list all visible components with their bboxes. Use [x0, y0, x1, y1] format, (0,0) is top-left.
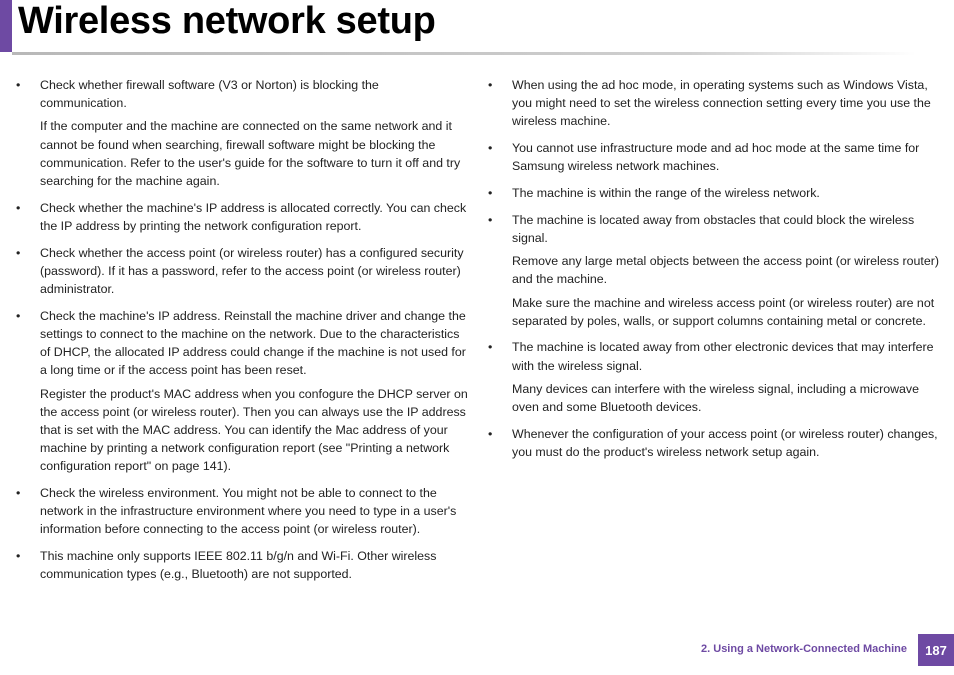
bullet-icon: •	[16, 78, 21, 92]
list-item	[486, 425, 941, 461]
list-item	[486, 184, 941, 202]
item-text: The machine is located away from obstacles that could block the wireless signal.	[512, 212, 915, 245]
item-text: Check the machine's IP address. Reinstall the machine driver and change the settings to connect to the machine on the network. Due to the characteristics of DHCP, the allocated IP address could change if the machine is not used for a long time or if the access point has been reset.	[40, 308, 466, 378]
right-column	[486, 76, 941, 470]
bullet-icon: •	[488, 186, 493, 201]
bullet-icon: •	[16, 549, 21, 564]
list-item	[14, 307, 469, 476]
bullet-icon: •	[16, 486, 21, 501]
left-column	[14, 76, 469, 592]
item-text: Check whether firewall software (V3 or Norton) is blocking the communication.	[40, 78, 379, 111]
item-text: This machine only supports IEEE 802.11 b/g/n and Wi-Fi. Other wireless communication types (e.g., Bluetooth) are not supported.	[40, 549, 437, 582]
bullet-icon: •	[488, 141, 493, 156]
page-number-badge: 187	[918, 634, 954, 666]
list-item	[486, 338, 941, 416]
list-item	[486, 139, 941, 175]
item-detail-text: Many devices can interfere with the wireless signal, including a microwave oven and some Bluetooth devices.	[512, 381, 920, 415]
item-detail-text: Make sure the machine and wireless access point (or wireless router) are not separated by poles, walls, or support columns containing metal or concrete.	[512, 295, 935, 328]
list-item	[14, 244, 469, 299]
item-text: The machine is located away from other electronic devices that may interfere with the wireless signal.	[512, 340, 934, 373]
footer-chapter-title: 2. Using a Network-Connected Machine	[701, 643, 907, 655]
list-item	[486, 76, 941, 131]
item-text: Check whether the machine's IP address is allocated correctly. You can check the IP address by printing the network configuration report.	[40, 200, 467, 233]
item-text: Check whether the access point (or wireless router) has a configured security (password). If it has a password, refer to the access point (or wireless router) administrator.	[40, 245, 464, 297]
bullet-icon: •	[488, 340, 493, 355]
item-detail-text: Remove any large metal objects between the access point (or wireless router) and the machine.	[512, 254, 939, 287]
item-text: The machine is within the range of the wireless network.	[512, 186, 820, 201]
bullet-icon: •	[16, 245, 21, 260]
item-detail-text: Register the product's MAC address when you confogure the DHCP server on the access point (or wireless router). Then you can always use the IP address that is set with the MAC address. You can identify the Mac address of your machine by printing a network configuration report (see "Printing a network configuration report" on page 141).	[40, 386, 468, 474]
item-text: You cannot use infrastructure mode and ad hoc mode at the same time for Samsung wireless network machines.	[512, 141, 920, 174]
bullet-icon: •	[488, 212, 493, 227]
bullet-icon: •	[488, 426, 493, 441]
item-detail-text: If the computer and the machine are connected on the same network and it cannot be found when searching, firewall software might be blocking the communication. Refer to the user's guide for the software to turn it off and try searching for the machine again.	[40, 119, 461, 189]
bullet-icon: •	[488, 78, 493, 92]
item-text: Whenever the configuration of your access point (or wireless router) changes, you must do the product's wireless network setup again.	[512, 426, 938, 459]
item-text: When using the ad hoc mode, in operating systems such as Windows Vista, you might need to set the wireless connection setting every time you use the wireless machine.	[512, 78, 931, 129]
title-accent-bar	[0, 0, 12, 52]
title-underline	[12, 52, 916, 55]
page-title: Wireless network setup	[18, 0, 436, 42]
list-item	[14, 484, 469, 539]
list-item	[14, 199, 469, 235]
bullet-icon: •	[16, 200, 21, 215]
bullet-icon: •	[16, 308, 21, 323]
item-text: Check the wireless environment. You might not be able to connect to the network in the infrastructure environment where you need to type in a user's information before connecting to the access point (or wireless router).	[40, 486, 457, 537]
list-item	[486, 211, 941, 330]
list-item	[14, 547, 469, 583]
list-item	[14, 76, 469, 190]
